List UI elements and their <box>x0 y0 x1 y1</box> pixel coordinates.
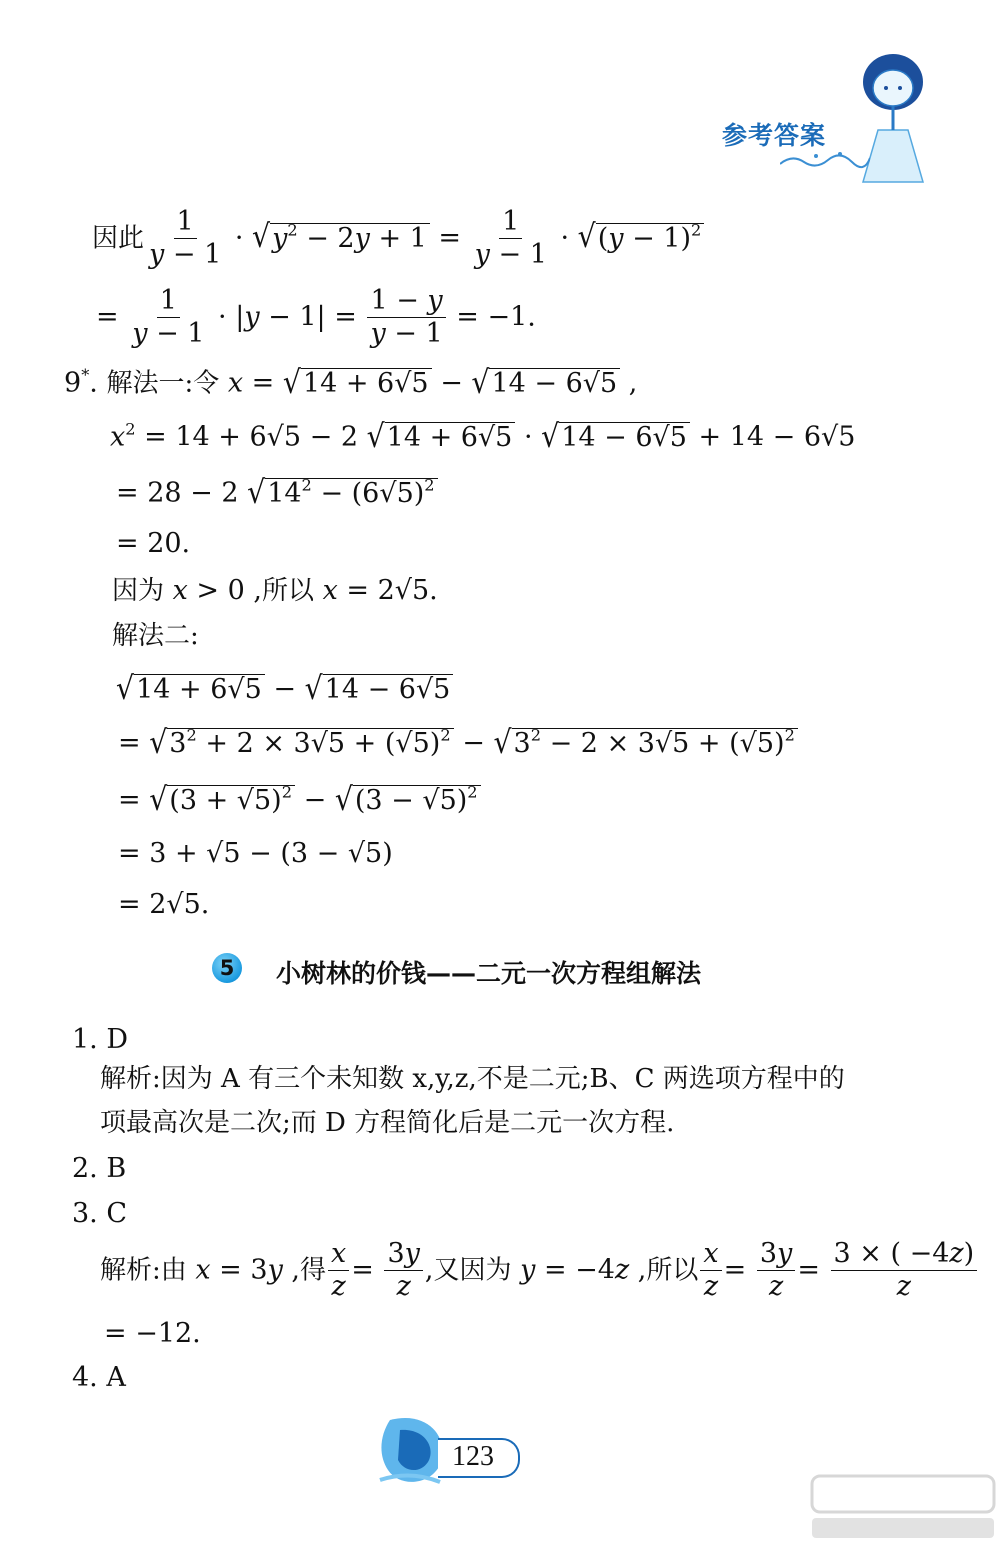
q9-line-x-squared: $x^2 = 14 + 6√5 - 2$ √ 14 + 6√5 · √ 14 − 6√5 + 14 − 6√5 <box>110 417 856 455</box>
q9-method-2-label: 解法二: <box>112 621 199 651</box>
q9-m2-line-2: = √ $3^2 + 2 \times 3√5 + (√5)^2$ − √ $3^2 - 2 \times 3√5 + (√5)^2$ <box>118 728 798 757</box>
answer-3: 3. C <box>72 1198 128 1229</box>
equation-line-1: 因此 $\frac{1}{y - 1}$ · √ $y^2 - 2y + 1$ = $\frac{1}{y - 1}$ · √ $(y - 1)^2$ <box>92 208 704 270</box>
equation-line-2: = $\frac{1}{y - 1}$ · |y − 1| = $\frac{1 - y}{y - 1}$ = −1. <box>96 285 536 350</box>
section-number-badge: 5 <box>212 953 242 983</box>
answer-1-analysis-line-2: 项最高次是二次;而 D 方程简化后是二元一次方程. <box>100 1108 675 1138</box>
q9-m2-line-1: √ 14 + 6√5 − √ 14 − 6√5 <box>116 674 453 703</box>
answer-3-analysis: 解析:由 x = 3y ,得 $\frac{x}{z}$ = $\frac{3y}{z}$ ,又因为 y = −4z ,所以 $\frac{x}{z}$ = $\frac{3y}{z}$ = $\frac{3 \times ( -4z)}{z}$ <box>100 1240 979 1302</box>
q9-line-20: = 20. <box>116 528 191 559</box>
header-wave-decoration <box>780 148 870 174</box>
answer-1: 1. D <box>72 1024 128 1055</box>
header-label: 参考答案 <box>722 121 827 150</box>
q9-m2-line-3: = √ $(3 + √5)^2$ − √ $(3 - √5)^2$ <box>118 785 481 814</box>
q9-line-28: = 28 − 2 √ $14^2 - (6√5)^2$ <box>116 478 438 507</box>
answer-2: 2. B <box>72 1153 127 1184</box>
watermark-logo <box>808 1472 998 1546</box>
q9-m2-line-5: = 2√5. <box>118 889 210 920</box>
q9-method-1-intro: 9*. 解法一:令 x = √ 14 + 6√5 − √ 14 − 6√5 , <box>64 363 638 401</box>
page-number: 123 <box>452 1441 494 1472</box>
answer-3-result: = −12. <box>104 1318 201 1349</box>
answer-1-analysis-line-1: 解析:因为 A 有三个未知数 x,y,z,不是二元;B、C 两选项方程中的 <box>100 1064 845 1094</box>
q9-m2-line-4: = 3 + √5 − (3 − √5) <box>118 838 393 869</box>
q9-conclusion: 因为 x > 0 ,所以 x = 2√5. <box>112 575 438 606</box>
section-title: 小树林的价钱——二元一次方程组解法 <box>276 959 702 988</box>
answer-4: 4. A <box>72 1362 126 1393</box>
